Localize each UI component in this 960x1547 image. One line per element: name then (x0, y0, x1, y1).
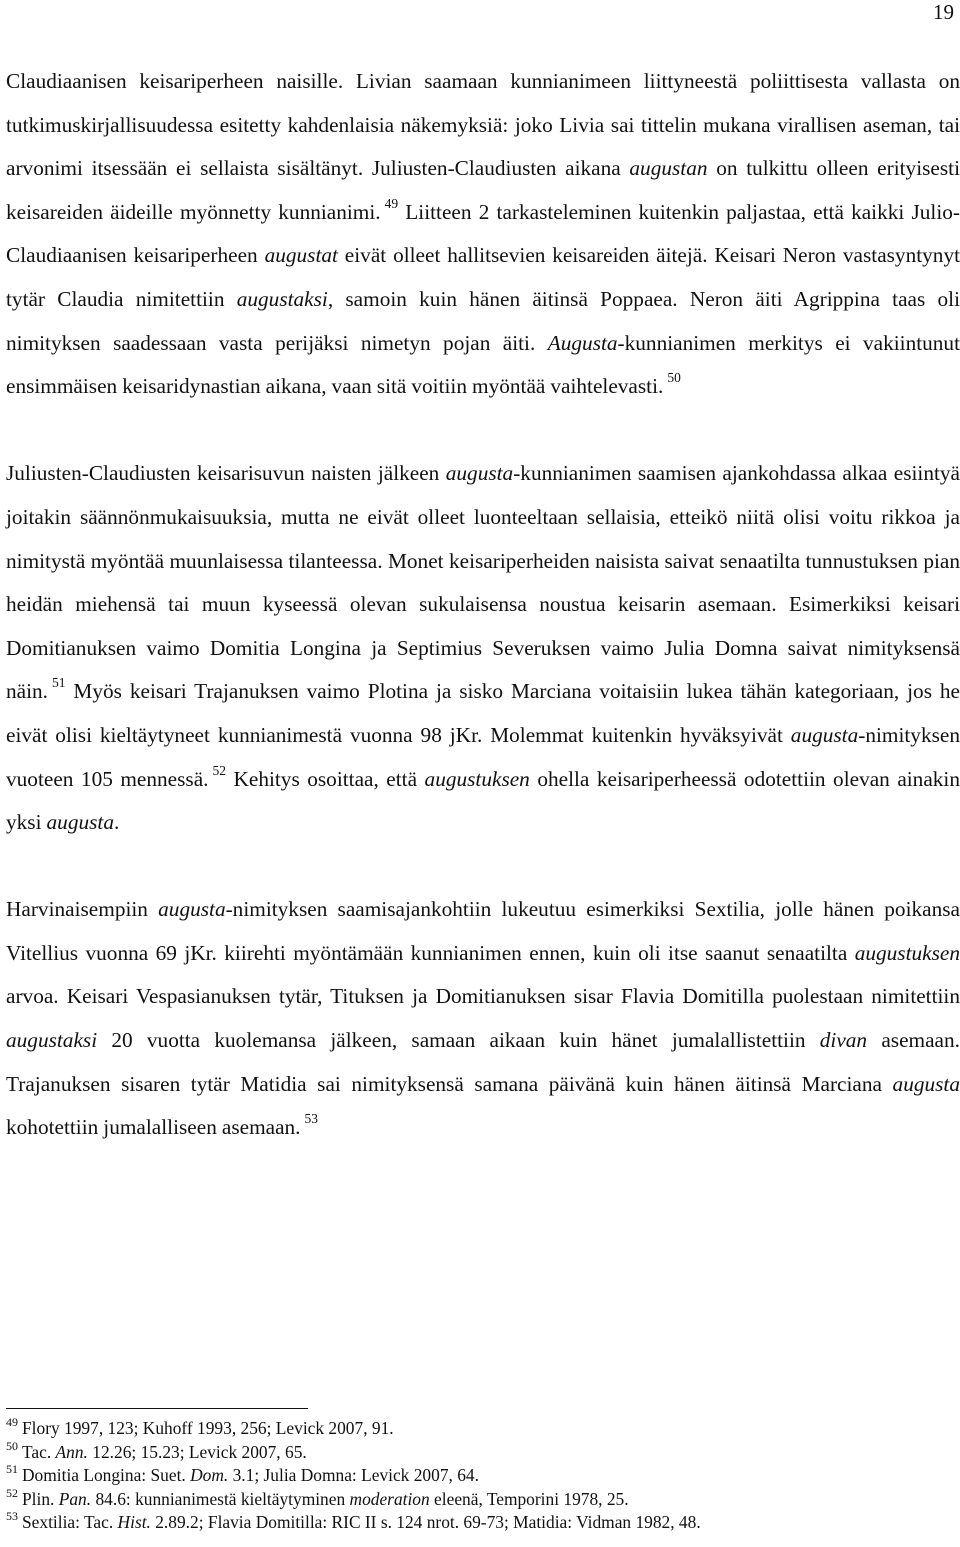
text-run: Harvinaisempiin (6, 897, 159, 922)
footnote-separator (6, 1408, 308, 1409)
paragraph-2 (6, 452, 960, 844)
text-run: ohella keisariperheessä odotettiin olevan ainakin yksi (6, 766, 960, 835)
footnote-number: 50 (6, 1438, 18, 1453)
footnote-italic: moderation (349, 1488, 430, 1509)
footnote-italic: Ann. (55, 1441, 88, 1462)
footnote-ref-50[interactable]: 50 (667, 370, 681, 386)
footnote-text: 3.1; Julia Domna: Levick 2007, 64. (228, 1465, 479, 1485)
italic-term: augustuksen (854, 940, 960, 965)
footnote-ref-49[interactable]: 49 (384, 195, 399, 211)
footnote-number: 53 (6, 1509, 18, 1523)
text-run: Liitteen 2 tarkasteleminen kuitenkin paljastaa, että kaikki Julio-Claudiaanisen keisariperheen (6, 199, 960, 268)
footnote-text: Flory 1997, 123; Kuhoff 1993, 256; Levick 2007, 91. (22, 1418, 394, 1438)
text-run: arvoa. Keisari Vespasianuksen tytär, Tituksen ja Domitianuksen sisar Flavia Domitilla puolestaan nimitettiin (6, 984, 960, 1009)
footnote-text: eleenä, Temporini 1978, 25. (429, 1488, 629, 1509)
text-run: -nimityksen saamisajankohtiin lukeutuu esimerkiksi Sextilia, jolle hänen poikansa Vitellius vuonna 69 jKr. kiirehti myöntämään kunnianimen ennen, kuin oli itse saanut senaatilta (6, 897, 960, 965)
footnote-text: 2.89.2; Flavia Domitilla: RIC II s. 124 nrot. 69-73; Matidia: Vidman 1982, 48. (150, 1512, 701, 1532)
text-run: on tulkittu olleen erityisesti keisareiden äideille myönnetty kunnianimi. (6, 156, 960, 224)
text-run: eivät olleet hallitsevien keisareiden äitejä. Keisari Neron vastasyntynyt tytär Claudia nimitettiin (6, 243, 960, 311)
footnote-italic: Pan. (58, 1488, 92, 1509)
footnote-number: 49 (6, 1415, 18, 1429)
italic-term: augusta (892, 1071, 960, 1096)
footnote-italic: Dom. (190, 1465, 229, 1485)
text-run: kohotettiin jumalalliseen asemaan. (6, 1115, 301, 1140)
italic-term: augusta (46, 810, 114, 835)
paragraph-3 (6, 888, 960, 1150)
footnote-number: 52 (6, 1485, 18, 1500)
text-run: Juliusten-Claudiusten keisarisuvun naisten jälkeen (6, 461, 446, 486)
footnote-number: 51 (6, 1462, 18, 1476)
footnote-text: Domitia Longina: Suet. (22, 1465, 191, 1485)
footnote-text: 84.6: kunnianimestä kieltäytyminen (91, 1488, 350, 1509)
footnote-52 (6, 1485, 946, 1512)
text-run: -kunnianimen saamisen ajankohdassa alkaa esiintyä joitakin säännönmukaisuuksia, mutta ne eivät olleet luonteeltaan sellaisia, etteikö niitä olisi voitu rikkoa ja nimitystä myöntää muunlaisessa tilanteessa. Monet keisariperheiden naisista saivat senaatilta tunnustuksen pian heidän miehensä tai muun kyseessä olevan sukulaisensa noustua keisarin asemaan. Esimerkiksi keisari Domitianuksen vaimo Domitia Longina ja Septimius Severuksen vaimo Julia Domna saivat nimityksensä näin. (6, 461, 960, 704)
footnote-italic: Hist. (117, 1512, 151, 1532)
footnote-49 (6, 1417, 946, 1441)
footnote-ref-51[interactable]: 51 (52, 675, 66, 691)
text-run: , samoin kuin hänen äitinsä Poppaea. Neron äiti Agrippina taas oli nimityksen saadessaan vasta perijäksi nimetyn pojan äiti. (6, 286, 960, 355)
italic-term: augusta (790, 722, 859, 747)
footnote-text: Plin. (22, 1488, 59, 1509)
footnote-ref-52[interactable]: 52 (212, 762, 226, 778)
text-run: 20 vuotta kuolemansa jälkeen, samaan aikaan kuin hänet jumalallistettiin (97, 1028, 820, 1053)
text-run: Kehitys osoittaa, että (225, 766, 425, 791)
footnote-text: 12.26; 15.23; Levick 2007, 65. (87, 1441, 307, 1462)
text-run: asemaan. Trajanuksen sisaren tytär Matidia sai nimityksensä samana päivänä kuin hänen äitinsä Marciana (6, 1028, 960, 1096)
footnote-ref-53[interactable]: 53 (304, 1111, 319, 1127)
footnote-53 (6, 1511, 946, 1535)
italic-term: augustaksi (6, 1028, 98, 1053)
italic-term: augustat (264, 243, 338, 268)
page-number: 19 (933, 0, 954, 24)
text-run: -kunnianimen merkitys ei vakiintunut ensimmäisen keisaridynastian aikana, vaan sitä voitiin myöntää vaihtelevasti. (6, 330, 960, 399)
text-run: . (113, 810, 120, 835)
footnotes-section (6, 1408, 946, 1535)
italic-term: augustaksi (236, 286, 328, 311)
footnote-text: Tac. (22, 1441, 56, 1462)
footnote-50 (6, 1438, 946, 1465)
italic-term: divan (819, 1028, 868, 1053)
italic-term: augusta (445, 461, 514, 486)
italic-term: augustan (629, 156, 708, 181)
italic-term: Augusta (547, 330, 618, 355)
footnote-51 (6, 1464, 946, 1488)
text-run: -nimityksen vuoteen 105 mennessä. (6, 722, 960, 791)
text-run: Claudiaanisen keisariperheen naisille. Livian saamaan kunnianimeen liittyneestä poliittisesta vallasta on tutkimuskirjallisuudessa esitetty kahdenlaisia näkemyksiä: joko Livia sai tittelin mukana virallisen aseman, tai arvonimi itsessään ei sellaista sisältänyt. Juliusten-Claudiusten aikana (6, 69, 960, 181)
body-text (6, 60, 960, 1193)
text-run: Myös keisari Trajanuksen vaimo Plotina ja sisko Marciana voitaisiin lukea tähän kategoriaan, jos he eivät olisi kieltäytyneet kunnianimestä vuonna 98 jKr. Molemmat kuitenkin hyväksyivät (6, 679, 960, 747)
paragraph-1 (6, 60, 960, 409)
italic-term: augusta (158, 897, 226, 922)
italic-term: augustuksen (424, 766, 530, 791)
footnote-text: Sextilia: Tac. (22, 1512, 118, 1532)
